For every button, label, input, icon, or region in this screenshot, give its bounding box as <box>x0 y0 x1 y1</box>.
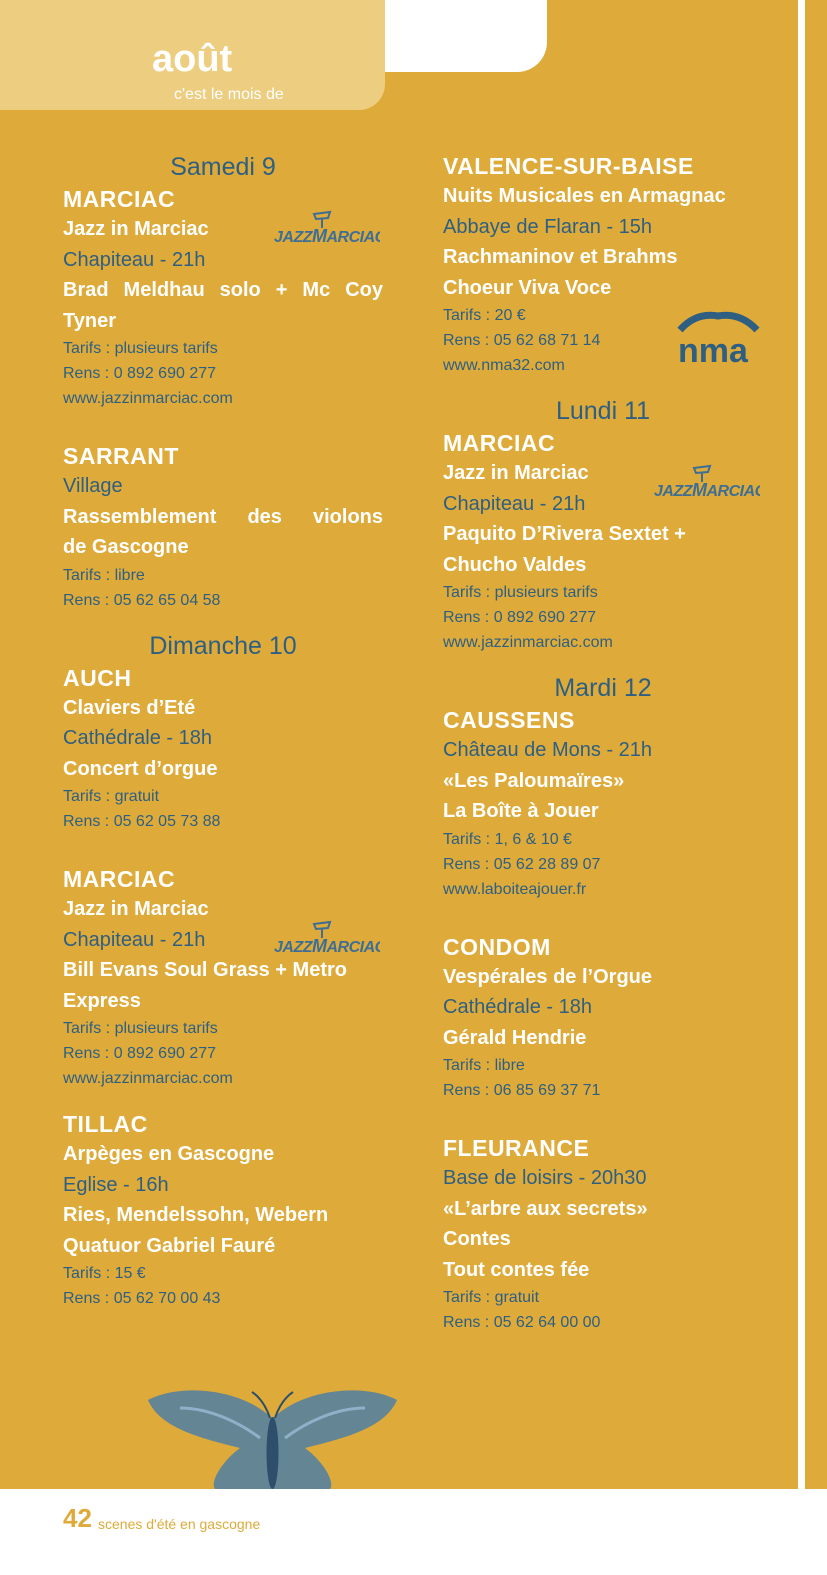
page-number: 42 <box>63 1503 92 1533</box>
event-desc: Rachmaninov et Brahms <box>443 246 678 268</box>
svg-text:JAZZMARCIAC: JAZZMARCIAC <box>274 936 380 956</box>
event-desc: Tout contes fée <box>443 1258 590 1281</box>
event-rens: Rens : 05 62 70 00 43 <box>63 1290 221 1307</box>
event-desc: Concert d’orgue <box>63 757 218 780</box>
event-tarifs: Tarifs : gratuit <box>443 1289 540 1306</box>
event-rens: Rens : 06 85 69 37 71 <box>443 1082 601 1099</box>
event-marciac-2 <box>63 864 383 1091</box>
day-heading: Mardi 12 <box>554 674 652 702</box>
event-desc: Quatuor Gabriel Fauré <box>63 1234 276 1257</box>
vertical-divider <box>798 0 805 1489</box>
event-city: MARCIAC <box>443 430 556 456</box>
event-tarifs: Tarifs : 15 € <box>63 1265 146 1282</box>
event-rens: Rens : 0 892 690 277 <box>63 1045 217 1062</box>
event-condom <box>443 932 763 1104</box>
event-rens: Rens : 05 62 65 04 58 <box>63 591 221 609</box>
event-city: SARRANT <box>63 443 179 469</box>
event-tarifs: Tarifs : plusieurs tarifs <box>63 340 218 357</box>
event-title: Village <box>63 475 123 497</box>
event-title: «L’arbre aux secrets» <box>443 1197 648 1220</box>
event-title: Jazz in Marciac <box>63 218 209 240</box>
event-venue: Cathédrale - 18h <box>443 996 592 1018</box>
event-venue: Chapiteau - 21h <box>63 928 206 951</box>
day-heading: Samedi 9 <box>170 153 276 181</box>
event-city: CAUSSENS <box>443 707 575 733</box>
event-desc: Choeur Viva Voce <box>443 276 612 299</box>
event-venue: Eglise - 16h <box>63 1173 169 1196</box>
event-artists: Bill Evans Soul Grass + Metro <box>63 959 347 981</box>
event-tarifs: Tarifs : libre <box>443 1057 525 1074</box>
event-rens: Rens : 0 892 690 277 <box>443 609 597 626</box>
event-tarifs: Tarifs : 1, 6 & 10 € <box>443 830 572 848</box>
event-fleurance <box>443 1133 763 1335</box>
event-venue: Abbaye de Flaran - 15h <box>443 215 653 238</box>
event-website[interactable]: www.jazzinmarciac.com <box>63 390 233 407</box>
footer-title: scenes d'été en gascogne <box>98 1516 261 1532</box>
left-column <box>63 152 383 1311</box>
event-city: MARCIAC <box>63 866 176 892</box>
event-website[interactable]: www.laboiteajouer.fr <box>443 880 587 898</box>
event-desc: de Gascogne <box>63 536 189 558</box>
event-desc: La Boîte à Jouer <box>443 800 599 822</box>
event-city: AUCH <box>63 664 132 691</box>
event-title: Vespérales de l’Orgue <box>443 965 652 988</box>
event-desc: Rassemblement des violons <box>63 505 383 528</box>
event-venue: Chapiteau - 21h <box>63 248 206 271</box>
event-city: CONDOM <box>443 933 551 960</box>
event-venue: Chapiteau - 21h <box>443 492 586 515</box>
event-tillac <box>63 1109 383 1311</box>
event-artists: Chucho Valdes <box>443 553 587 576</box>
event-tarifs: Tarifs : gratuit <box>63 788 160 805</box>
event-title: Arpèges en Gascogne <box>63 1143 275 1165</box>
event-venue: Château de Mons - 21h <box>443 739 653 761</box>
event-auch <box>63 663 383 835</box>
event-tarifs: Tarifs : 20 € <box>443 307 526 324</box>
event-tarifs: Tarifs : libre <box>63 566 145 584</box>
event-desc: Gérald Hendrie <box>443 1026 587 1049</box>
event-city: MARCIAC <box>63 186 176 212</box>
event-venue: Cathédrale - 18h <box>63 727 212 749</box>
event-caussens <box>443 705 763 902</box>
event-rens: Rens : 05 62 05 73 88 <box>63 813 221 830</box>
event-artists: Paquito D’Rivera Sextet + <box>443 523 686 545</box>
event-venue: Base de loisirs - 20h30 <box>443 1167 647 1189</box>
event-tarifs: Tarifs : plusieurs tarifs <box>443 584 598 601</box>
event-title: «Les Paloumaïres» <box>443 769 625 792</box>
svg-text:nma: nma <box>678 332 748 365</box>
event-city: VALENCE-SUR-BAISE <box>443 153 694 179</box>
day-heading: Dimanche 10 <box>149 631 297 660</box>
event-website[interactable]: www.jazzinmarciac.com <box>443 634 613 651</box>
event-artists: Tyner <box>63 309 116 332</box>
event-city: TILLAC <box>63 1111 148 1137</box>
nma-logo <box>676 310 761 365</box>
event-artists: Express <box>63 989 141 1012</box>
event-title: Jazz in Marciac <box>63 898 209 920</box>
event-rens: Rens : 05 62 28 89 07 <box>443 855 601 873</box>
edge-strip <box>805 0 827 1489</box>
event-rens: Rens : 05 62 64 00 00 <box>443 1314 601 1331</box>
header-tab-notch <box>385 0 547 72</box>
event-artists: Brad Meldhau solo + Mc Coy <box>63 279 383 301</box>
event-title: Nuits Musicales en Armagnac <box>443 185 726 207</box>
event-tarifs: Tarifs : plusieurs tarifs <box>63 1020 218 1037</box>
month-subtitle: c'est le mois de <box>174 86 284 103</box>
jazz-in-marciac-logo <box>652 462 760 506</box>
month-title: août <box>152 38 233 80</box>
event-website[interactable]: www.jazzinmarciac.com <box>63 1070 233 1087</box>
butterfly-illustration <box>140 1388 405 1489</box>
event-desc: Contes <box>443 1228 511 1250</box>
event-title: Claviers d’Eté <box>63 696 196 719</box>
svg-text:JAZZMARCIAC: JAZZMARCIAC <box>654 480 760 500</box>
event-city: FLEURANCE <box>443 1135 590 1161</box>
event-rens: Rens : 05 62 68 71 14 <box>443 332 601 349</box>
event-website[interactable]: www.nma32.com <box>443 357 565 374</box>
event-title: Jazz in Marciac <box>443 462 589 484</box>
event-rens: Rens : 0 892 690 277 <box>63 365 217 382</box>
jazz-in-marciac-logo <box>272 208 380 252</box>
jazz-in-marciac-logo <box>272 918 380 962</box>
event-desc: Ries, Mendelssohn, Webern <box>63 1204 329 1226</box>
day-heading: Lundi 11 <box>555 397 651 425</box>
svg-text:JAZZMARCIAC: JAZZMARCIAC <box>274 226 380 246</box>
event-sarrant <box>63 441 383 613</box>
